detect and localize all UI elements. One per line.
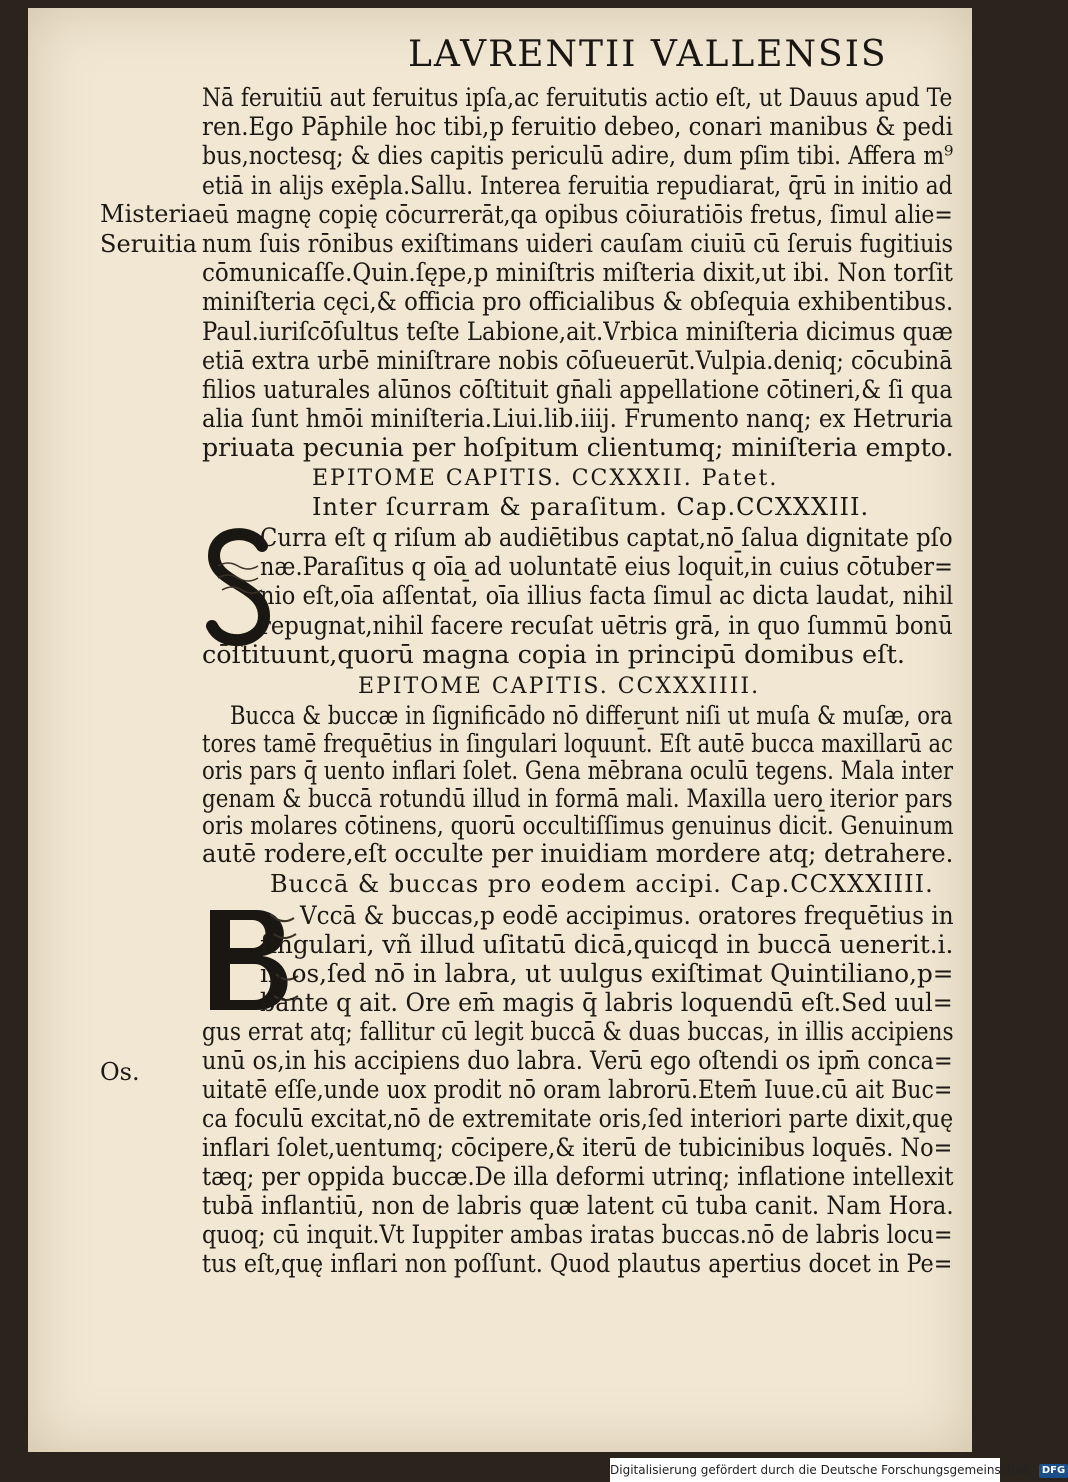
text-line: miniſteria cęci,& officia pro officialibus & obſequia exhibentibus. [202, 287, 954, 318]
text-line: alia ſunt hmōi miniſteria.Liui.lib.iiij. Frumento nanq; ex Hetruria [202, 404, 953, 435]
text-line: unū os,in his accipiens duo labra. Verū ego oſtendi os ipm̄ conca= [202, 1046, 953, 1076]
text-line: repugnat,nihil facere recuſat uētris grā, in quo ſummū bonū [260, 610, 953, 641]
text-line: priuata pecunia per hoſpitum clientumq; miniſteria empto. [202, 433, 954, 464]
text-line: bus,noctesq; & dies capitis periculū adire, dum pſim tibi. Affera m⁹ [202, 141, 954, 172]
text-line: Vccā & buccas,p eodē accipimus. oratores frequētius in [300, 901, 954, 931]
text-line: etiā extra urbē miniſtrare nobis cōſueuerūt.Vulpia.deniq; cōcubinā [202, 345, 953, 376]
text-line: gus errat atq; fallitur cū legit buccā & duas buccas, in illis accipiens [202, 1017, 954, 1047]
text-line: genam & buccā rotundū illud in formā mali. Maxilla uero iterior pars [202, 783, 953, 814]
text-line: tus eſt,quę inflari non poſſunt. Quod plautus apertius docet in Pe= [202, 1249, 953, 1279]
text-line: cōſtituunt,quorū magna copia in principū domibus eſt. [202, 639, 905, 670]
text-line: Bucca & buccæ in ſignificādo nō differunt niſi ut muſa & muſæ, ora [230, 701, 953, 731]
margin-note-seruitia: Seruitia [100, 230, 197, 258]
text-line: næ.Paraſitus q oīa ad uoluntatē eius loquit̄,in cuius cōtuber= [260, 552, 953, 583]
text-line: oris pars q̄ uento inflari ſolet. Gena mēbrana oculū tegens. Mala inter [202, 756, 954, 786]
epitome-heading-ccxxxiiii: EPITOME CAPITIS. CCXXXIIII. [358, 674, 761, 699]
dfg-logo-icon: DFG [1039, 1464, 1068, 1478]
text-line: Nā feruitiū aut feruitus ipſa,ac feruitutis actio eſt, ut Dauus apud Te [202, 83, 953, 113]
text-line: ſingulari, vñ illud uſitatū dicā,quicqd in buccā uenerit.i. [260, 930, 954, 960]
text-line: cōmunicaſſe.Quin.ſępe,p miniſtris miſteria dixit,ut ibi. Non torſit [202, 258, 953, 289]
epitome-heading-ccxxxii: EPITOME CAPITIS. CCXXXII. Patet. [312, 466, 779, 491]
text-line: tores tamē frequētius in ſingulari loquunt̄. Eſt autē bucca maxillarū ac [202, 728, 953, 759]
text-line: bante q ait. Ore em̄ magis q̄ labris loquendū eſt.Sed uul= [260, 988, 953, 1018]
text-line: tubā inflantiū, non de labris quæ latent cū tuba canit. Nam Hora. [202, 1191, 954, 1221]
text-line: etiā in alijs exēpla.Sallu. Interea feruitia repudiarat, q̄rū in initio ad [202, 170, 953, 201]
text-line: tæq; per oppida buccæ.De illa deformi utrinq; inflatione intellexit [202, 1162, 954, 1192]
text-line: nio eſt,oīa aſſentat̄, oīa illius facta ſimul ac dicta laudat, nihil [260, 581, 954, 612]
text-line: num ſuis rōnibus exiſtimans uideri cauſam ciuiū cū ſeruis fugitiuis [202, 229, 954, 259]
text-line: ren.Ego Pāphile hoc tibi,p feruitio debeo, conari manibus & pedi [202, 112, 953, 143]
text-line: oris molares cōtinens, quorū occultiſſimus genuinus dicit̄. Genuinum [202, 811, 954, 841]
margin-note-os: Os. [100, 1058, 140, 1086]
text-line: eū magnę copię cōcurrerāt,qa opibus cōiuratiōis fretus, ſimul alie= [202, 199, 953, 230]
text-line: uitatē eſſe,unde uox prodit nō oram labrorū.Etem̄ Iuue.cū ait Buc= [202, 1075, 953, 1105]
chapter-heading-ccxxxiii: Inter ſcurram & paraſitum. Cap.CCXXXIII. [312, 493, 870, 521]
digitization-footer [610, 1458, 1066, 1482]
text-line: ca foculū excitat,nō de extremitate oris,ſed interiori parte dixit,quę [202, 1104, 954, 1134]
margin-note-misteria: Misteria [100, 200, 202, 228]
running-header: LAVRENTII VALLENSIS [408, 34, 888, 75]
chapter-heading-ccxxxiiii: Buccā & buccas pro eodem accipi. Cap.CCXXXIIII. [270, 870, 934, 898]
text-line: filios uaturales alūnos cōſtituit gn̄ali appellatione cōtineri,& ſi qua [202, 375, 953, 405]
footer-text: Digitalisierung gefördert durch die Deutsche Forschungsgemeinschaft [610, 1463, 1032, 1477]
text-line: in os,ſed nō in labra, ut uulgus exiſtimat Quintiliano,p= [260, 959, 954, 989]
text-line: autē rodere,eſt occulte per inuidiam mordere atq; detrahere. [202, 838, 954, 869]
text-line: inflari ſolet,uentumq; cōcipere,& iterū de tubicinibus loquēs. No= [202, 1133, 953, 1163]
book-page [28, 8, 972, 1452]
text-line: quoq; cū inquit.Vt Iuppiter ambas iratas buccas.nō de labris locu= [202, 1220, 953, 1250]
text-line: Curra eſt q riſum ab audiētibus captat,nō ſalua dignitate pſo [260, 523, 953, 553]
text-line: Paul.iuriſcōſultus teſte Labione,ait.Vrbica miniſteria dicimus quæ [202, 316, 953, 347]
